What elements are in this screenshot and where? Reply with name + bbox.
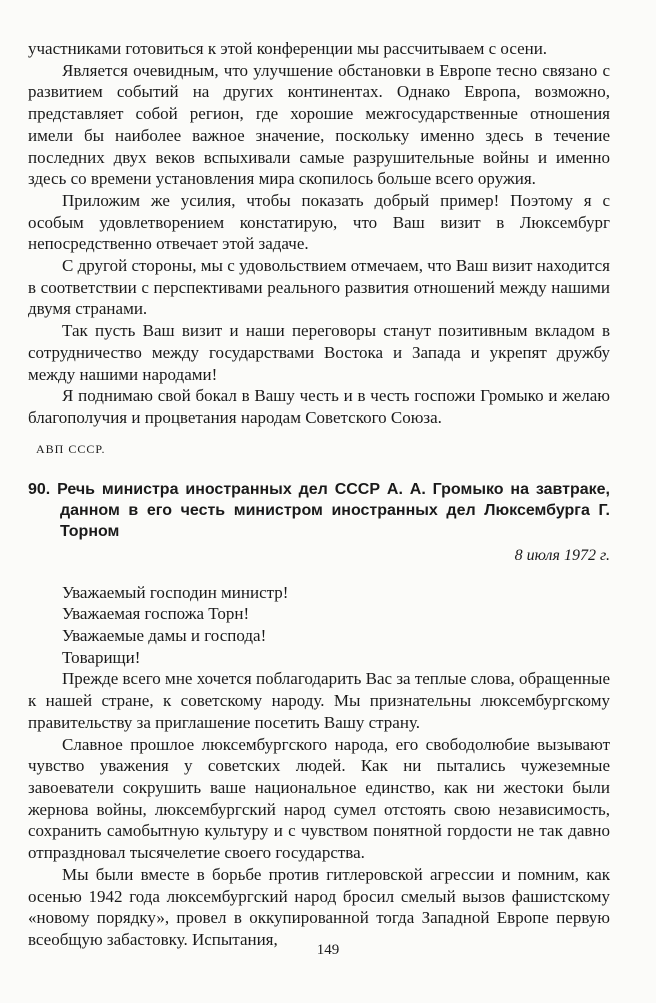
- address-line: Уважаемый господин министр!: [62, 582, 289, 602]
- page-body: [28, 38, 610, 951]
- address-line: Товарищи!: [62, 647, 141, 667]
- paragraph: Мы были вместе в борьбе против гитлеровской агрессии и помним, как осенью 1942 года люксембургский народ бросил смелый вызов фашистскому «новому порядку», провел в оккупированной тогда Западной Европе первую всеобщую забастовку. Испытания,: [28, 864, 610, 949]
- address-line: Уважаемые дамы и господа!: [62, 626, 267, 646]
- paragraph: Прежде всего мне хочется поблагодарить Вас за теплые слова, обращенные к нашей стране, к советскому народу. Мы признательны люксембургскому правительству за приглашение посетить Вашу страну.: [28, 669, 610, 732]
- document-date: 8 июля 1972 г.: [514, 546, 610, 564]
- paragraph: Славное прошлое люксембургского народа, его свободолюбие вызывают чувство уважения у советских людей. Как ни пытались чужеземные завоеватели сокрушить ваше национальное единство, как ни жестоки были жернова войны, люксембургский народ сумел отстоять свою независимость, сохранить самобытную культуру и с чувством понятной гордости не так давно отпраздновал тысячелетие своего государства.: [28, 734, 610, 863]
- paragraph: Является очевидным, что улучшение обстановки в Европе тесно связано с развитием событий на других континентах. Однако Европа, возможно, представляет собой регион, где хорошие межгосударственные отношения имели бы наиболее важное значение, поскольку именно здесь в течение последних двух веков вспыхивали самые разрушительные войны и именно здесь со времени установления мира скопилось больше всего оружия.: [28, 60, 610, 189]
- document-heading: 90. Речь министра иностранных дел СССР А. А. Громыко на завтраке, данном в его честь министром иностранных дел Люксембурга Г. Торном: [28, 480, 610, 540]
- paragraph: Так пусть Ваш визит и наши переговоры станут позитивным вкладом в сотрудничество между государствами Востока и Запада и укрепят дружбу между нашими народами!: [28, 321, 610, 384]
- paragraph: участниками готовиться к этой конференции мы рассчитываем с осени.: [28, 39, 548, 58]
- paragraph: Приложим же усилия, чтобы показать добрый пример! Поэтому я с особым удовлетворением констатирую, что Ваш визит в Люксембург непосредственно отвечает этой задаче.: [28, 190, 610, 254]
- archive-source: АВП СССР.: [36, 441, 106, 456]
- paragraph: С другой стороны, мы с удовольствием отмечаем, что Ваш визит находится в соответствии с перспективами реального развития отношений между нашими двумя странами.: [28, 256, 610, 319]
- address-line: Уважаемая госпожа Торн!: [62, 604, 250, 624]
- paragraph: Я поднимаю свой бокал в Вашу честь и в честь госпожи Громыко и желаю благополучия и процветания народам Советского Союза.: [28, 386, 610, 427]
- page-number: 149: [316, 942, 340, 958]
